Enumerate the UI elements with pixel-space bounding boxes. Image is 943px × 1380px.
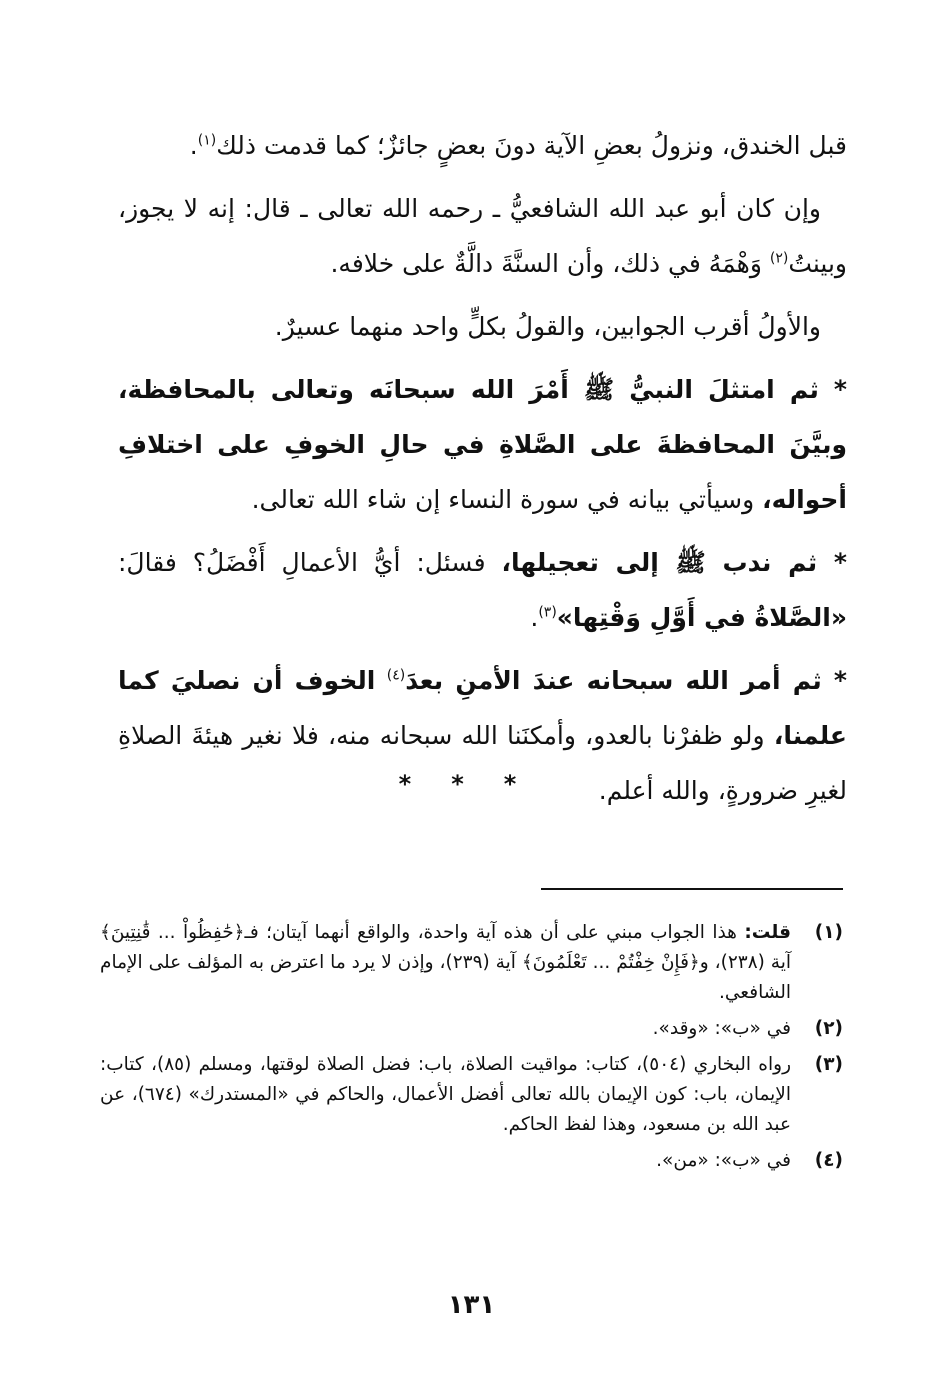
footnote-body: هذا الجواب مبني على أن هذه آية واحدة، والواقع أنهما آيتان؛ فـ﴿حَٰفِظُواْ ... قَٰنِتِينَ﴾ آية (٢٣٨)، و﴿فَإِنْ خِفْتُمْ ... تَعْلَمُونَ﴾ آية (٢٣٩)، وإذن لا يرد ما اعترض به المؤلف على الإمام الشافعي.	[100, 922, 792, 1003]
paragraph-5	[118, 535, 847, 645]
page-number: ١٣١	[447, 1290, 496, 1320]
paragraph-6-bold-1: * ثم أمر الله سبحانه عندَ الأمنِ بعدَ	[405, 666, 847, 695]
paragraph-2-text-a: وإن كان أبو عبد الله الشافعيُّ ـ رحمه الله تعالى ـ قال: إنه لا يجوز، وبينتُ	[118, 194, 847, 278]
footnote-3	[100, 1050, 843, 1140]
footnotes	[100, 918, 843, 1182]
paragraph-2-text-b: وَهْمَهُ في ذلك، وأن السنَّةَ دالَّةٌ على خلافه.	[330, 249, 762, 278]
paragraph-6-bold-2: الخوف أن نصليَ كما علمنا،	[118, 666, 847, 750]
footnote-ref-2[interactable]: (٢)	[769, 250, 789, 267]
paragraph-5-hadith: «الصَّلاةُ في أَوَّلِ وَقْتِها»	[556, 603, 847, 632]
paragraph-5-bold-1: * ثم ندب ﷺ إلى تعجيلها،	[501, 548, 847, 577]
footnote-number: (٤)	[814, 1150, 843, 1171]
footnote-ref-3[interactable]: (٣)	[538, 604, 557, 621]
footnote-4	[100, 1146, 843, 1176]
paragraph-1-tail: .	[189, 131, 198, 160]
paragraph-5-tail: .	[530, 603, 539, 632]
separator-star-3: *	[503, 770, 545, 798]
footnote-2	[100, 1014, 843, 1044]
paragraph-3: والأولُ أقرب الجوابين، والقولُ بكلٍّ واحد منهما عسيرٌ.	[274, 312, 821, 341]
footnote-body: رواه البخاري (٥٠٤)، كتاب: مواقيت الصلاة، باب: فضل الصلاة لوقتها، ومسلم (٨٥)، كتاب: الإيمان، باب: كون الإيمان بالله تعالى أفضل الأعمال، والحاكم في «المستدرك» (٦٧٤)، عن عبد الله بن مسعود، وهذا لفظ الحاكم.	[100, 1054, 792, 1135]
paragraph-1-text: قبل الخندق، ونزولُ بعضِ الآية دونَ بعضٍ جائزٌ؛ كما قدمت ذلك	[216, 131, 847, 160]
paragraph-5-normal: فسئل: أيُّ الأعمالِ أَفْضَلُ؟ فقالَ:	[118, 548, 486, 577]
separator-star-1: *	[398, 770, 440, 798]
footnote-ref-4[interactable]: (٤)	[386, 667, 406, 684]
footnote-body: في «ب»: «وقد».	[652, 1018, 791, 1039]
paragraph-4	[118, 362, 847, 527]
footnote-ref-1[interactable]: (١)	[197, 132, 217, 149]
paragraph-4-rest: وسيأتي بيانه في سورة النساء إن شاء الله تعالى.	[251, 485, 755, 514]
footnote-1	[100, 918, 843, 1008]
footnote-number: (٢)	[814, 1018, 843, 1039]
footnote-number: (١)	[814, 922, 843, 943]
footnote-body: في «ب»: «من».	[656, 1150, 791, 1171]
separator-star-2: *	[451, 770, 492, 798]
footnote-text	[100, 918, 791, 1008]
paragraph-4-bold: * ثم امتثلَ النبيُّ ﷺ أَمْرَ الله سبحانَه وتعالى بالمحافظة، وبيَّنَ المحافظةَ على الصَّلاةِ في حالِ الخوفِ على اختلافِ أحواله،	[118, 375, 847, 514]
footnote-lead: قلت:	[744, 922, 791, 943]
paragraph-2	[118, 181, 847, 291]
paragraph-6-rest: ولو ظفرْنا بالعدو، وأمكنَنا الله سبحانه منه، فلا نغير هيئةَ الصلاةِ لغيرِ ضرورةٍ، والله أعلم.	[118, 721, 847, 805]
footnote-divider	[541, 888, 843, 890]
section-separator	[0, 770, 943, 798]
paragraph-1	[118, 118, 847, 173]
footnote-number: (٣)	[814, 1054, 843, 1075]
main-text	[118, 118, 847, 818]
